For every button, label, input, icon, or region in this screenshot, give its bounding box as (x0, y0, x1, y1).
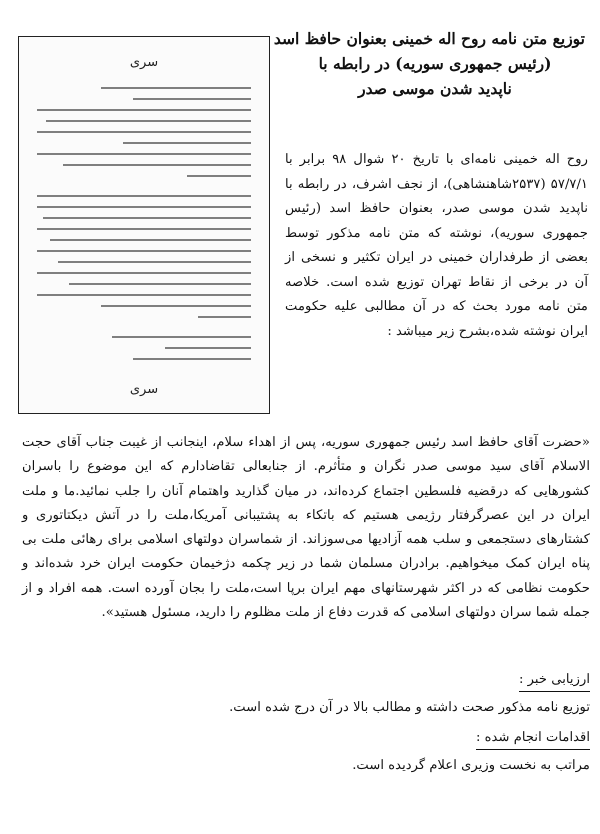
intro-paragraph (285, 148, 588, 344)
title-line-2: (رئیس جمهوری سوریه) در رابطه با (318, 54, 552, 73)
scan-text-lines (37, 87, 251, 369)
letter-quote (22, 431, 590, 625)
actions-section (22, 726, 590, 778)
assessment-text: توزیع نامه مذکور صحت داشته و مطالب بالا در آن درج شده است. (229, 700, 590, 715)
scan-stamp-bottom: سری (129, 382, 159, 397)
scan-stamp-top: سری (129, 55, 159, 70)
assessment-heading: ارزیابی خبر : (519, 670, 590, 692)
title-line-1: توزیع متن نامه روح اله خمینی بعنوان حافظ اسد (273, 29, 585, 48)
assessment-section (22, 668, 590, 720)
scanned-letter-image (18, 36, 270, 414)
intro-text: روح اله خمینی نامه‌ای با تاریخ ۲۰ شوال ۹۸ برابر با ۵۷/۷/۱ (۲۵۳۷شاهنشاهی)، از نجف اشرف، در رابطه با ناپدید شدن موسی صدر، بعنوان حافظ اسد (رئیس جمهوری سوریه)، نوشته که متن نامه مذکور توسط بعضی از طرفداران خمینی در ایران تکثیر و نسخی از آن در برخی از نقاط تهران توزیع شده است. خلاصه متن نامه مورد بحث که در آن مطالبی علیه حکومت ایران نوشته شده،بشرح زیر میباشد : (285, 152, 588, 339)
actions-text: مراتب به نخست وزیری اعلام گردیده است. (352, 758, 590, 773)
quote-text: «حضرت آقای حافظ اسد رئیس جمهوری سوریه، پس از اهداء سلام، اینجانب از غیبت جناب آقای حجت الاسلام آقای سید موسی صدر نگران و متأثرم. از جنابعالی تقاضادارم که این موضوع را باسران کشورهایی که درقضیه فلسطین اجتماع کرده‌اند، در میان گذارید واهتمام آنان را جلب نمائید.ما و ملت ایران در این عصرگرفتار رژیمی هستیم که باتکاء به پشتیبانی آمریکا،ملت را در آتش دیکتاتوری و کشتارهای دستجمعی و سلب همه آزادیها می‌سوزاند. از شماسران دولتهای اسلامی برای رهائی ملت بی پناه ایران کمک میخواهیم. برادران مسلمان شما در زیر چکمه دژخیمان حکومت ایران خرد شده‌اند و حکومت نظامی که در اکثر شهرستانهای مهم ایران برپا است،ملت را بجان آورده است. همه افراد و از جمله شما سران دولتهای اسلامی که قدرت دفاع از ملت مظلوم را دارید، مسئول هستید». (22, 435, 590, 621)
title-line-3: ناپدید شدن موسی صدر (358, 79, 512, 98)
document-title (273, 26, 585, 101)
actions-heading: اقدامات انجام شده : (476, 728, 590, 750)
